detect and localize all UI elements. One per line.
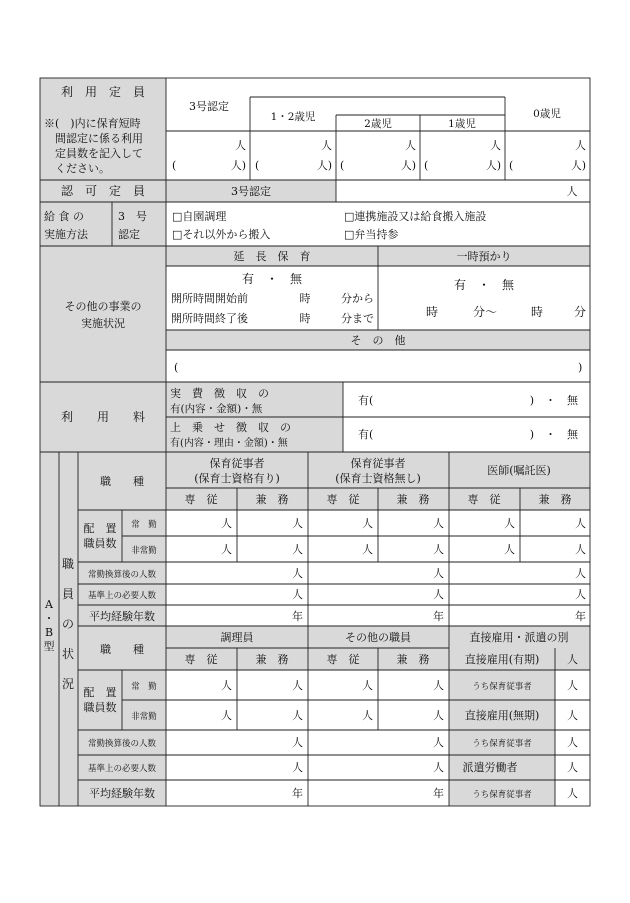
b1-part-time: 非常勤 — [131, 546, 157, 556]
b2-col1-dedicated: 専 従 — [184, 653, 218, 666]
fees-extra-open[interactable]: 有( — [358, 428, 374, 441]
staff-type-label-4: 型 — [43, 640, 55, 653]
cap-2-short-close[interactable]: 人) — [400, 159, 416, 172]
b1-col3-dedicated: 専 従 — [326, 493, 360, 506]
direct-open-unit[interactable]: 人 — [567, 709, 578, 722]
approved-unit[interactable]: 人 — [566, 185, 578, 198]
b2-required: 基準上の必要人数 — [87, 764, 157, 774]
staff-type-label-3: B — [44, 626, 54, 639]
meal-label-2: 実施方法 — [44, 228, 88, 241]
b1-yrs-b[interactable]: 年 — [433, 610, 444, 623]
temp-hour-from[interactable]: 時 — [425, 305, 439, 319]
capacity-age0: 0歳児 — [533, 108, 561, 120]
staff-section-char-5: 況 — [61, 677, 75, 691]
b1-col5-dedicated: 専 従 — [467, 493, 501, 506]
nursery-with-line1: 保育従事者 — [209, 457, 265, 470]
other-paren-open[interactable]: ( — [174, 361, 179, 374]
cap-0-short-open[interactable]: ( — [509, 159, 514, 172]
of-which-nursery-3-unit[interactable]: 人 — [567, 787, 578, 800]
doctor-header: 医師(嘱託医) — [487, 464, 551, 477]
cook-header: 調理員 — [220, 631, 254, 644]
fees-actual-line1: 実 費 徴 収 の — [170, 387, 269, 400]
b2-req-b[interactable]: 人 — [433, 761, 444, 774]
dispatch-label: 派遣労働者 — [462, 761, 518, 774]
b2-fte-a[interactable]: 人 — [292, 736, 303, 749]
b2-col4-concurrent: 兼 務 — [396, 653, 430, 666]
staff-section-char-4: 状 — [61, 647, 75, 661]
b1-r2-c3[interactable]: 人 — [362, 543, 373, 556]
b1-r1-c6[interactable]: 人 — [575, 517, 586, 530]
b1-col1-dedicated: 専 従 — [184, 493, 218, 506]
staff-section-char-3: の — [61, 617, 75, 631]
other-services-label-1: その他の事業の — [64, 300, 142, 313]
b2-yrs-a[interactable]: 年 — [292, 787, 303, 800]
capacity-note-4: ください。 — [55, 162, 110, 175]
extended-care-header: 延 長 保 育 — [233, 250, 311, 263]
extended-after-hour[interactable]: 時 — [299, 312, 311, 325]
direct-fixed-label: 直接雇用(有期) — [464, 653, 540, 666]
meal-opt-partner[interactable]: □連携施設又は給食搬入施設 — [344, 210, 487, 223]
temp-hour-to[interactable]: 時 — [530, 305, 544, 319]
b1-assigned-line2: 職員数 — [83, 537, 117, 550]
b1-req-b[interactable]: 人 — [433, 588, 444, 601]
b2-r2-c4[interactable]: 人 — [433, 709, 444, 722]
fees-extra-line2: 有(内容・理由・金額)・無 — [170, 438, 288, 449]
cap-0-unit[interactable]: 人 — [575, 139, 586, 152]
cap-12-short-open[interactable]: ( — [255, 159, 260, 172]
extended-yes-no[interactable]: 有 ・ 無 — [241, 272, 303, 286]
dispatch-unit[interactable]: 人 — [567, 761, 578, 774]
meal-label-1: 給 食 の — [44, 210, 84, 223]
extended-before-min[interactable]: 分から — [341, 292, 374, 305]
b2-yrs-b[interactable]: 年 — [433, 787, 444, 800]
capacity-note-2: 間認定に係る利用 — [55, 132, 143, 145]
cap-1-unit[interactable]: 人 — [490, 139, 501, 152]
meal-opt-own-kitchen[interactable]: □自園調理 — [172, 210, 227, 223]
temp-min-to[interactable]: 分～ — [472, 305, 498, 319]
temp-care-header: 一時預かり — [456, 250, 512, 263]
of-which-nursery-2: うち保育従事者 — [472, 739, 532, 749]
b2-col3-dedicated: 専 従 — [326, 653, 360, 666]
cap-2-unit[interactable]: 人 — [405, 139, 416, 152]
b1-r2-c2[interactable]: 人 — [292, 543, 303, 556]
capacity-age1: 1歳児 — [448, 118, 476, 130]
capacity-header: 利 用 定 員 — [60, 85, 146, 99]
b1-req-c[interactable]: 人 — [575, 588, 586, 601]
extended-before-hour[interactable]: 時 — [299, 292, 311, 305]
b1-col4-concurrent: 兼 務 — [396, 493, 430, 506]
b2-r2-c3[interactable]: 人 — [362, 709, 373, 722]
fees-actual-line2: 有(内容・金額)・無 — [170, 403, 263, 415]
b1-fte-b[interactable]: 人 — [433, 567, 444, 580]
b2-req-a[interactable]: 人 — [292, 761, 303, 774]
staff-type-label-2: ・ — [43, 612, 55, 625]
b1-assigned-line1: 配 置 — [83, 522, 117, 535]
b1-r1-c2[interactable]: 人 — [292, 517, 303, 530]
extended-before-label: 開所時間開始前 — [171, 292, 248, 305]
of-which-nursery-2-unit[interactable]: 人 — [567, 736, 578, 749]
b1-regular: 常 勤 — [131, 520, 157, 530]
b2-regular: 常 勤 — [131, 682, 157, 692]
b2-avg-years: 平均経験年数 — [89, 787, 155, 800]
b2-fte: 常勤換算後の人数 — [87, 739, 157, 749]
capacity-cert3: 3号認定 — [189, 100, 229, 113]
b2-assigned-line1: 配 置 — [83, 686, 117, 699]
b1-r1-c5[interactable]: 人 — [504, 517, 515, 530]
cap-1-short-close[interactable]: 人) — [485, 159, 501, 172]
meal-opt-bento[interactable]: □弁当持参 — [344, 228, 399, 241]
direct-open-label: 直接雇用(無期) — [464, 709, 540, 722]
b2-col2-concurrent: 兼 務 — [255, 653, 289, 666]
fees-label: 利 用 料 — [60, 410, 146, 424]
approved-label: 認 可 定 員 — [60, 184, 146, 198]
cap-3-unit[interactable]: 人 — [235, 139, 246, 152]
capacity-age2: 2歳児 — [364, 118, 392, 130]
of-which-nursery-1: うち保育従事者 — [472, 682, 532, 692]
b1-r2-c5[interactable]: 人 — [504, 543, 515, 556]
of-which-nursery-3: うち保育従事者 — [472, 790, 532, 800]
nursery-without-line1: 保育従事者 — [350, 457, 406, 470]
b2-values — [221, 679, 444, 800]
b1-avg-years: 平均経験年数 — [89, 610, 155, 623]
cap-2-short-open[interactable]: ( — [340, 159, 345, 172]
b2-r1-c4[interactable]: 人 — [433, 679, 444, 692]
b2-part-time: 非常勤 — [131, 712, 157, 722]
capacity-age12: 1・2歳児 — [270, 111, 316, 123]
fees-actual-open[interactable]: 有( — [358, 394, 374, 407]
b1-req-a[interactable]: 人 — [292, 588, 303, 601]
b2-fte-b[interactable]: 人 — [433, 736, 444, 749]
other-header: そ の 他 — [350, 334, 406, 347]
b1-required: 基準上の必要人数 — [87, 591, 157, 601]
of-which-nursery-1-unit[interactable]: 人 — [567, 679, 578, 692]
cap-0-short-close[interactable]: 人) — [570, 159, 586, 172]
fees-extra-line1: 上 乗 せ 徴 収 の — [170, 421, 291, 434]
temp-min[interactable]: 分 — [573, 305, 587, 319]
employment-type-header: 直接雇用・派遣の別 — [469, 631, 569, 644]
extended-after-min[interactable]: 分まで — [341, 312, 374, 325]
cap-1-short-open[interactable]: ( — [424, 159, 429, 172]
cap-12-short-close[interactable]: 人) — [316, 159, 332, 172]
b2-r1-c2[interactable]: 人 — [292, 679, 303, 692]
job-label-2: 職 種 — [100, 643, 144, 656]
b1-r1-c3[interactable]: 人 — [362, 517, 373, 530]
extended-after-label: 開所時間終了後 — [171, 312, 248, 325]
b1-r1-c1[interactable]: 人 — [221, 517, 232, 530]
nursery-with-line2: (保育士資格有り) — [194, 472, 280, 485]
b2-r2-c1[interactable]: 人 — [221, 709, 232, 722]
b1-fte-a[interactable]: 人 — [292, 567, 303, 580]
b2-r1-c1[interactable]: 人 — [221, 679, 232, 692]
b1-col2-concurrent: 兼 務 — [255, 493, 289, 506]
b2-r1-c3[interactable]: 人 — [362, 679, 373, 692]
b1-fte: 常勤換算後の人数 — [87, 570, 157, 580]
b1-r1-c4[interactable]: 人 — [433, 517, 444, 530]
b2-r2-c2[interactable]: 人 — [292, 709, 303, 722]
staff-section-char-1: 職 — [61, 557, 75, 571]
temp-yes-no[interactable]: 有 ・ 無 — [453, 278, 515, 292]
b1-r2-c4[interactable]: 人 — [433, 543, 444, 556]
b1-r2-c1[interactable]: 人 — [221, 543, 232, 556]
b1-r2-c6[interactable]: 人 — [575, 543, 586, 556]
staff-section-char-2: 員 — [61, 587, 75, 601]
b1-yrs-c[interactable]: 年 — [575, 610, 586, 623]
other-staff-header: その他の職員 — [345, 631, 411, 644]
fees-actual-close[interactable]: ) ・ 無 — [529, 394, 578, 407]
staff-type-label-1: A — [45, 598, 53, 611]
fees-extra-close[interactable]: ) ・ 無 — [529, 428, 578, 441]
other-services-label-2: 実施状況 — [81, 317, 125, 330]
b1-yrs-a[interactable]: 年 — [292, 610, 303, 623]
capacity-note-1: ※( )内に保育短時 — [44, 117, 141, 130]
b1-values — [221, 517, 586, 623]
b1-fte-c[interactable]: 人 — [575, 567, 586, 580]
meal-cert-2: 認定 — [118, 228, 140, 241]
cap-12-unit[interactable]: 人 — [321, 139, 332, 152]
b1-col6-concurrent: 兼 務 — [538, 493, 572, 506]
direct-fixed-unit[interactable]: 人 — [567, 653, 578, 666]
cap-3-short-open[interactable]: ( — [172, 159, 177, 172]
capacity-note-3: 定員数を記入して — [55, 147, 143, 160]
other-paren-close[interactable]: ) — [578, 361, 583, 374]
job-label-1: 職 種 — [100, 475, 144, 488]
nursery-without-line2: (保育士資格無し) — [335, 472, 421, 485]
b2-assigned-line2: 職員数 — [83, 701, 117, 714]
meal-cert-1: 3 号 — [118, 210, 147, 223]
cap-3-short-close[interactable]: 人) — [230, 159, 246, 172]
meal-opt-other-delivery[interactable]: □それ以外から搬入 — [172, 228, 271, 241]
approved-cert3: 3号認定 — [231, 185, 271, 198]
